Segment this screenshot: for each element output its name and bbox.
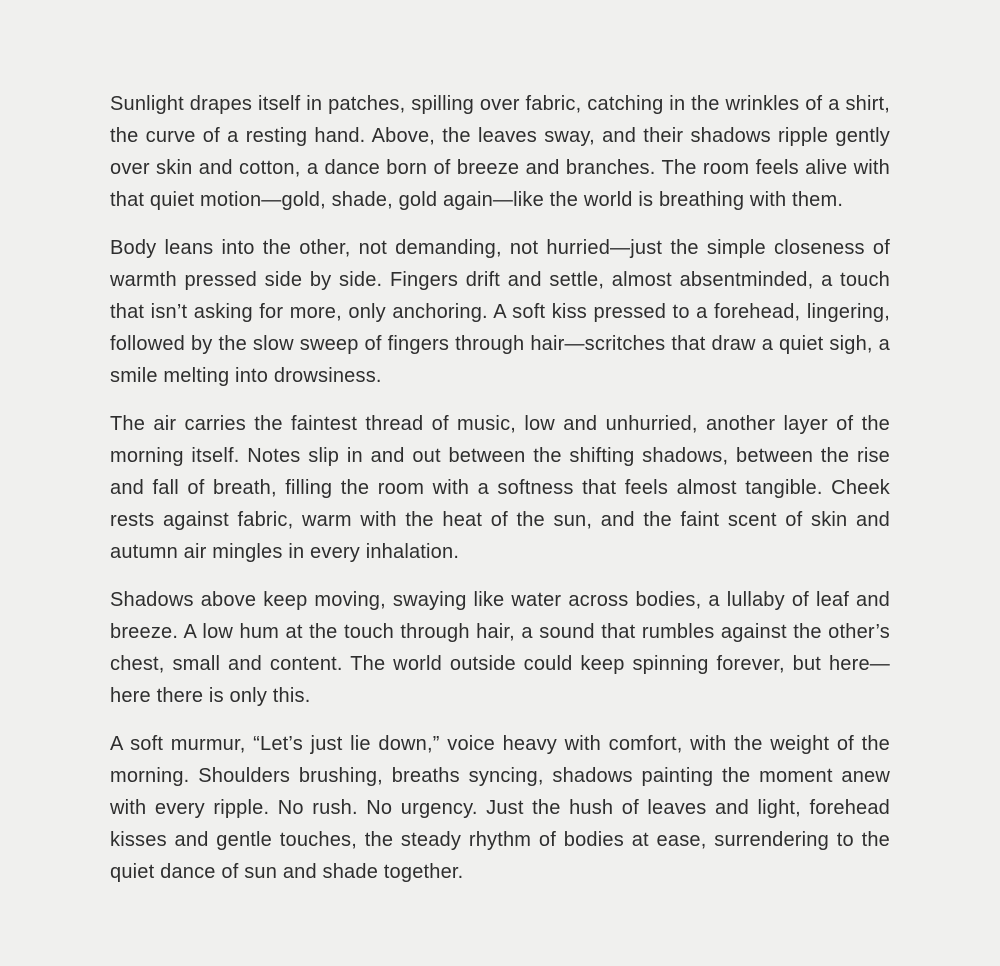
paragraph-3: The air carries the faintest thread of music, low and unhurried, another layer of the morning itself. Notes slip in and out between the shifting shadows, between the rise and fall of breath, filling the room with a softness that feels almost tangible. Cheek rests against fabric, warm with the heat of the sun, and the faint scent of skin and autumn air mingles in every inhalation.: [110, 413, 890, 563]
paragraph-1: Sunlight drapes itself in patches, spilling over fabric, catching in the wrinkles of a shirt, the curve of a resting hand. Above, the leaves sway, and their shadows ripple gently over skin and cotton, a dance born of breeze and branches. The room feels alive with that quiet motion—gold, shade, gold again—like the world is breathing with them.: [110, 93, 890, 211]
paragraph-2: Body leans into the other, not demanding, not hurried—just the simple closeness of warmth pressed side by side. Fingers drift and settle, almost absentminded, a touch that isn’t asking for more, only anchoring. A soft kiss pressed to a forehead, lingering, followed by the slow sweep of fingers through hair—scritches that draw a quiet sigh, a smile melting into drowsiness.: [110, 237, 890, 387]
paragraph-4: Shadows above keep moving, swaying like water across bodies, a lullaby of leaf and breeze. A low hum at the touch through hair, a sound that rumbles against the other’s chest, small and content. The world outside could keep spinning forever, but here—here there is only this.: [110, 589, 890, 707]
paragraph-5: A soft murmur, “Let’s just lie down,” voice heavy with comfort, with the weight of the morning. Shoulders brushing, breaths syncing, shadows painting the moment anew with every ripple. No rush. No urgency. Just the hush of leaves and light, forehead kisses and gentle touches, the steady rhythm of bodies at ease, surrendering to the quiet dance of sun and shade together.: [110, 733, 890, 883]
